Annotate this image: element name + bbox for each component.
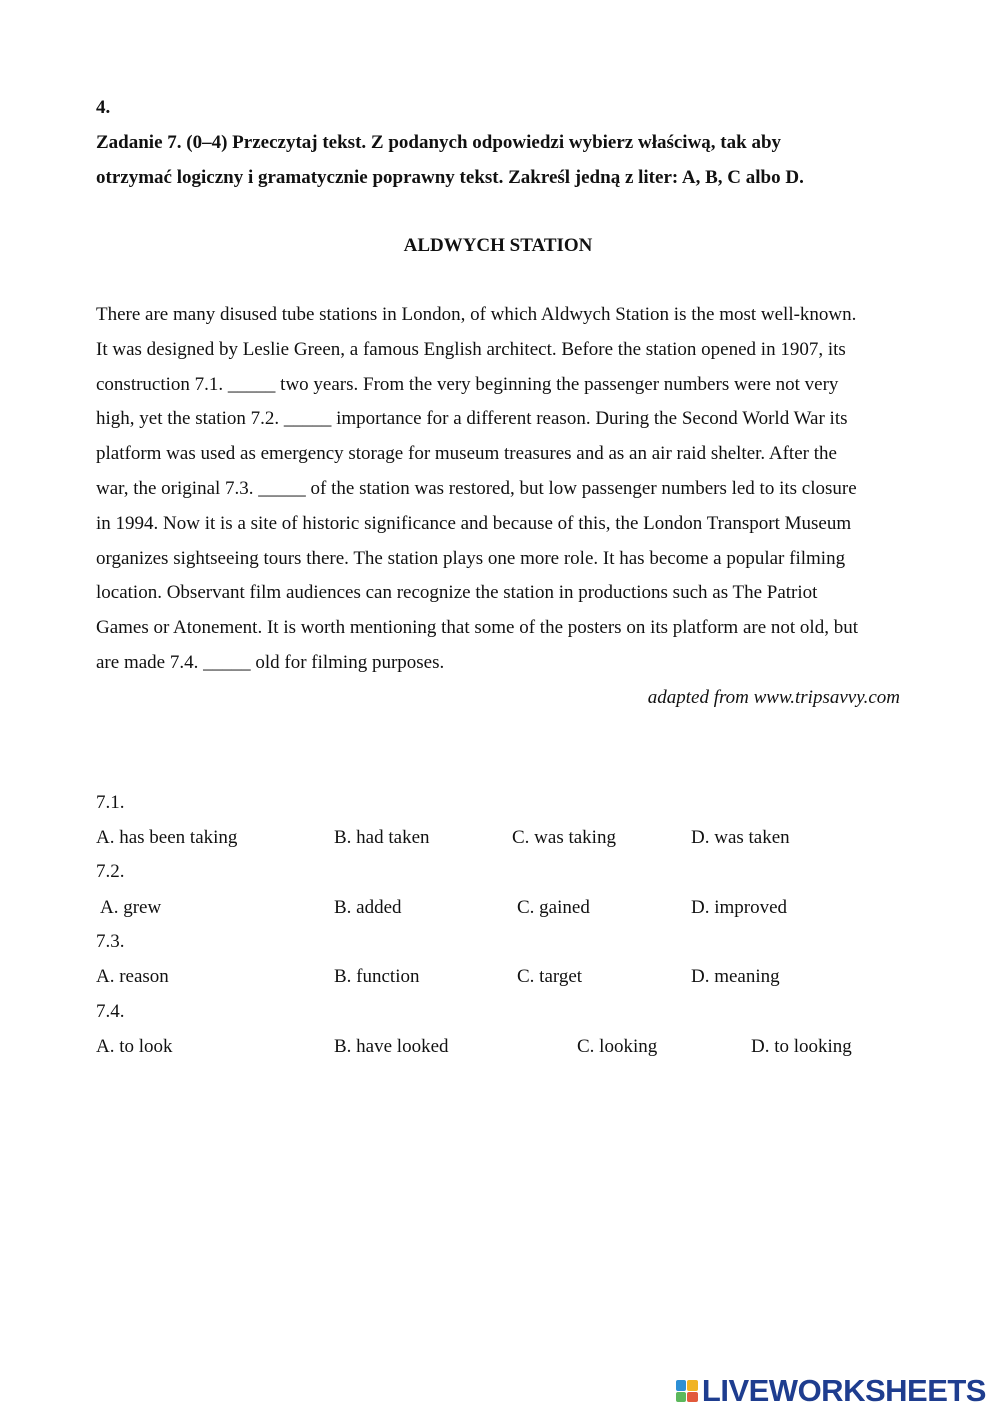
logo-mark-cell xyxy=(687,1392,698,1403)
answer-option[interactable]: D. meaning xyxy=(691,966,780,987)
answer-option[interactable]: C. target xyxy=(517,966,583,987)
answer-option[interactable]: C. looking xyxy=(577,1036,658,1057)
question-label: 7.4. xyxy=(96,1001,125,1022)
source-credit: adapted from www.tripsavvy.com xyxy=(647,687,900,708)
logo-mark-cell xyxy=(676,1380,687,1391)
answer-option[interactable]: C. gained xyxy=(517,897,590,918)
passage-line: organizes sightseeing tours there. The station plays one more role. It has become a popular filming xyxy=(96,547,846,569)
answer-option[interactable]: A. reason xyxy=(96,966,169,987)
passage-line: It was designed by Leslie Green, a famous English architect. Before the station opened in 1907, its xyxy=(96,338,846,360)
passage-line: construction 7.1. _____ two years. From the very beginning the passenger numbers were not very xyxy=(96,373,839,395)
passage-line: in 1994. Now it is a site of historic significance and because of this, the London Transport Museum xyxy=(96,512,852,534)
answer-option[interactable]: D. improved xyxy=(691,897,788,918)
logo-mark-cell xyxy=(676,1392,687,1403)
passage-line: There are many disused tube stations in London, of which Aldwych Station is the most well-known. xyxy=(96,304,857,325)
passage-line: are made 7.4. _____ old for filming purposes. xyxy=(96,651,445,673)
question-label: 7.2. xyxy=(96,861,125,882)
answer-option[interactable]: A. to look xyxy=(96,1036,173,1057)
answer-option[interactable]: B. had taken xyxy=(334,827,430,848)
answer-option[interactable]: D. was taken xyxy=(691,827,790,848)
question-label: 7.1. xyxy=(96,792,125,813)
passage-title: ALDWYCH STATION xyxy=(403,235,593,256)
passage-line: high, yet the station 7.2. _____ importance for a different reason. During the Second World War its xyxy=(96,408,848,430)
task-instruction xyxy=(96,125,916,195)
passage-line: war, the original 7.3. _____ of the station was restored, but low passenger numbers led to its closure xyxy=(96,477,857,499)
answer-option[interactable]: B. have looked xyxy=(334,1036,449,1057)
passage-line: platform was used as emergency storage for museum treasures and as an air raid shelter. After the xyxy=(96,443,837,465)
liveworksheets-logo xyxy=(676,1374,986,1408)
answer-option[interactable]: D. to looking xyxy=(751,1036,852,1057)
passage-text xyxy=(96,298,916,681)
passage-line: Games or Atonement. It is worth mentioning that some of the posters on its platform are not old, but xyxy=(96,617,858,639)
instruction-line: otrzymać logiczny i gramatycznie poprawny tekst. Zakreśl jedną z liter: A, B, C albo D. xyxy=(96,167,804,188)
question-label: 7.3. xyxy=(96,931,125,952)
answer-option[interactable]: C. was taking xyxy=(512,827,616,848)
passage-line: location. Observant film audiences can recognize the station in productions such as The Patriot xyxy=(96,582,818,604)
answer-option[interactable]: B. added xyxy=(334,897,402,918)
answer-option[interactable]: A. has been taking xyxy=(96,827,238,848)
answer-option[interactable]: B. function xyxy=(334,966,420,987)
logo-mark-cell xyxy=(687,1380,698,1391)
instruction-line: Zadanie 7. (0–4) Przeczytaj tekst. Z podanych odpowiedzi wybierz właściwą, tak aby xyxy=(96,132,782,153)
answer-option[interactable]: A. grew xyxy=(100,897,162,918)
exercise-number: 4. xyxy=(96,97,111,118)
logo-text: LIVEWORKSHEETS xyxy=(701,1373,986,1408)
logo-mark-icon xyxy=(676,1380,698,1402)
